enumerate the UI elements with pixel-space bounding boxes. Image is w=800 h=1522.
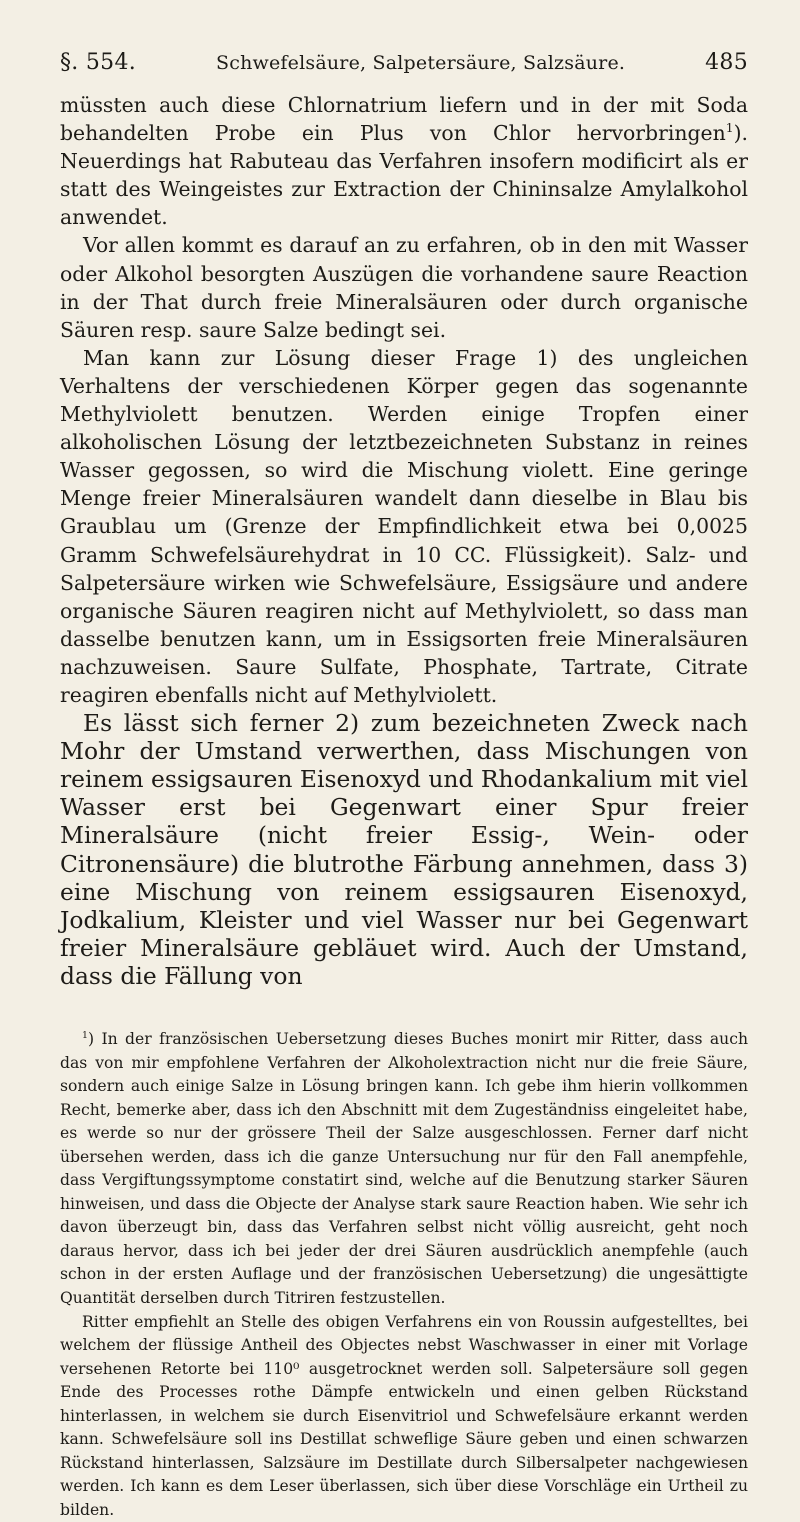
paragraph-text: ). Neuerdings hat Rabuteau das Verfahren insofern modificirt als er statt des Weingeistes zur Extraction der Chininsalze Amylalkohol anwendet. bbox=[60, 121, 748, 230]
footnote-separator bbox=[60, 990, 748, 1028]
footnotes bbox=[60, 1028, 748, 1522]
footnote-text: ) In der französischen Uebersetzung dieses Buches monirt mir Ritter, dass auch das von mir empfohlene Verfahren der Alkoholextraction nicht nur die freie Säure, sondern auch einige Salze in Lösung bringen kann. Ich gebe ihm hierin vollkommen Recht, bemerke aber, dass ich den Abschnitt mit dem Zugeständniss eingeleitet habe, es werde so nur der grössere Theil der Salze ausgeschlossen. Ferner darf nicht übersehen werden, dass ich die ganze Untersuchung nur für den Fall anempfehle, dass Vergiftungssymptome constatirt sind, welche auf die Benutzung starker Säuren hinweisen, und dass die Objecte der Analyse stark saure Reaction haben. Wie sehr ich davon überzeugt bin, dass das Verfahren selbst nicht völlig ausreicht, geht noch daraus hervor, dass ich bei jeder der drei Säuren ausdrücklich anempfehle (auch schon in der ersten Auflage und der französischen Uebersetzung) die ungesättigte Quantität derselben durch Titriren festzustellen. bbox=[60, 1030, 748, 1308]
paragraph: Vor allen kommt es darauf an zu erfahren, ob in den mit Wasser oder Alkohol besorgten Auszügen die vorhandene saure Reaction in der That durch freie Mineralsäuren oder durch organische Säuren resp. saure Salze bedingt sei. bbox=[60, 233, 748, 342]
running-header bbox=[60, 50, 748, 75]
footnote-reference: 1 bbox=[725, 121, 734, 136]
page-number: 485 bbox=[705, 50, 748, 75]
footnote-marker: 1 bbox=[82, 1029, 88, 1041]
paragraph: Es lässt sich ferner 2) zum bezeichneten Zweck nach Mohr der Umstand verwerthen, dass Mischungen von reinem essigsauren Eisenoxyd und Rhodankalium mit viel Wasser erst bei Gegenwart einer Spur freier Mineralsäure (nicht freier Essig-, Wein- oder Citronensäure) die blutrothe Färbung annehmen, dass 3) eine Mischung von reinem essigsauren Eisenoxyd, Jodkalium, Kleister und viel Wasser nur bei Gegenwart freier Mineralsäure gebläuet wird. Auch der Umstand, dass die Fällung von bbox=[60, 709, 748, 990]
paragraph-text: müssten auch diese Chlornatrium liefern und in der mit Soda behandelten Probe ein Plus von Chlor hervorbringen bbox=[60, 93, 748, 146]
footnote bbox=[60, 1028, 748, 1311]
paragraph bbox=[60, 91, 748, 231]
footnote: Ritter empfiehlt an Stelle des obigen Verfahrens ein von Roussin aufgestelltes, bei welchem der flüssige Antheil des Objectes nebst Waschwasser in einer mit Vorlage versehenen Retorte bei 110⁰ ausgetrocknet werden soll. Salpetersäure soll gegen Ende des Processes rothe Dämpfe entwickeln und einen gelben Rückstand hinterlassen, in welchem sie durch Eisenvitriol und Schwefelsäure erkannt werden kann. Schwefelsäure soll ins Destillat schweflige Säure geben und einen schwarzen Rückstand hinterlassen, Salzsäure im Destillate durch Silbersalpeter nachgewiesen werden. Ich kann es dem Leser überlassen, sich über diese Vorschläge ein Urtheil zu bilden. bbox=[60, 1312, 748, 1519]
section-number: §. 554. bbox=[60, 50, 137, 75]
running-title: Schwefelsäure, Salpetersäure, Salzsäure. bbox=[216, 52, 626, 74]
main-text bbox=[60, 91, 748, 990]
paragraph: Man kann zur Lösung dieser Frage 1) des ungleichen Verhaltens der verschiedenen Körper gegen das sogenannte Methylviolett benutzen. Werden einige Tropfen einer alkoholischen Lösung der letztbezeichneten Substanz in reines Wasser gegossen, so wird die Mischung violett. Eine geringe Menge freier Mineralsäuren wandelt dann dieselbe in Blau bis Graublau um (Grenze der Empfindlichkeit etwa bei 0,0025 Gramm Schwefelsäurehydrat in 10 CC. Flüssigkeit). Salz- und Salpetersäure wirken wie Schwefelsäure, Essigsäure und andere organische Säuren reagiren nicht auf Methylviolett, so dass man dasselbe benutzen kann, um in Essigsorten freie Mineralsäuren nachzuweisen. Saure Sulfate, Phosphate, Tartrate, Citrate reagiren ebenfalls nicht auf Methylviolett. bbox=[60, 345, 748, 707]
